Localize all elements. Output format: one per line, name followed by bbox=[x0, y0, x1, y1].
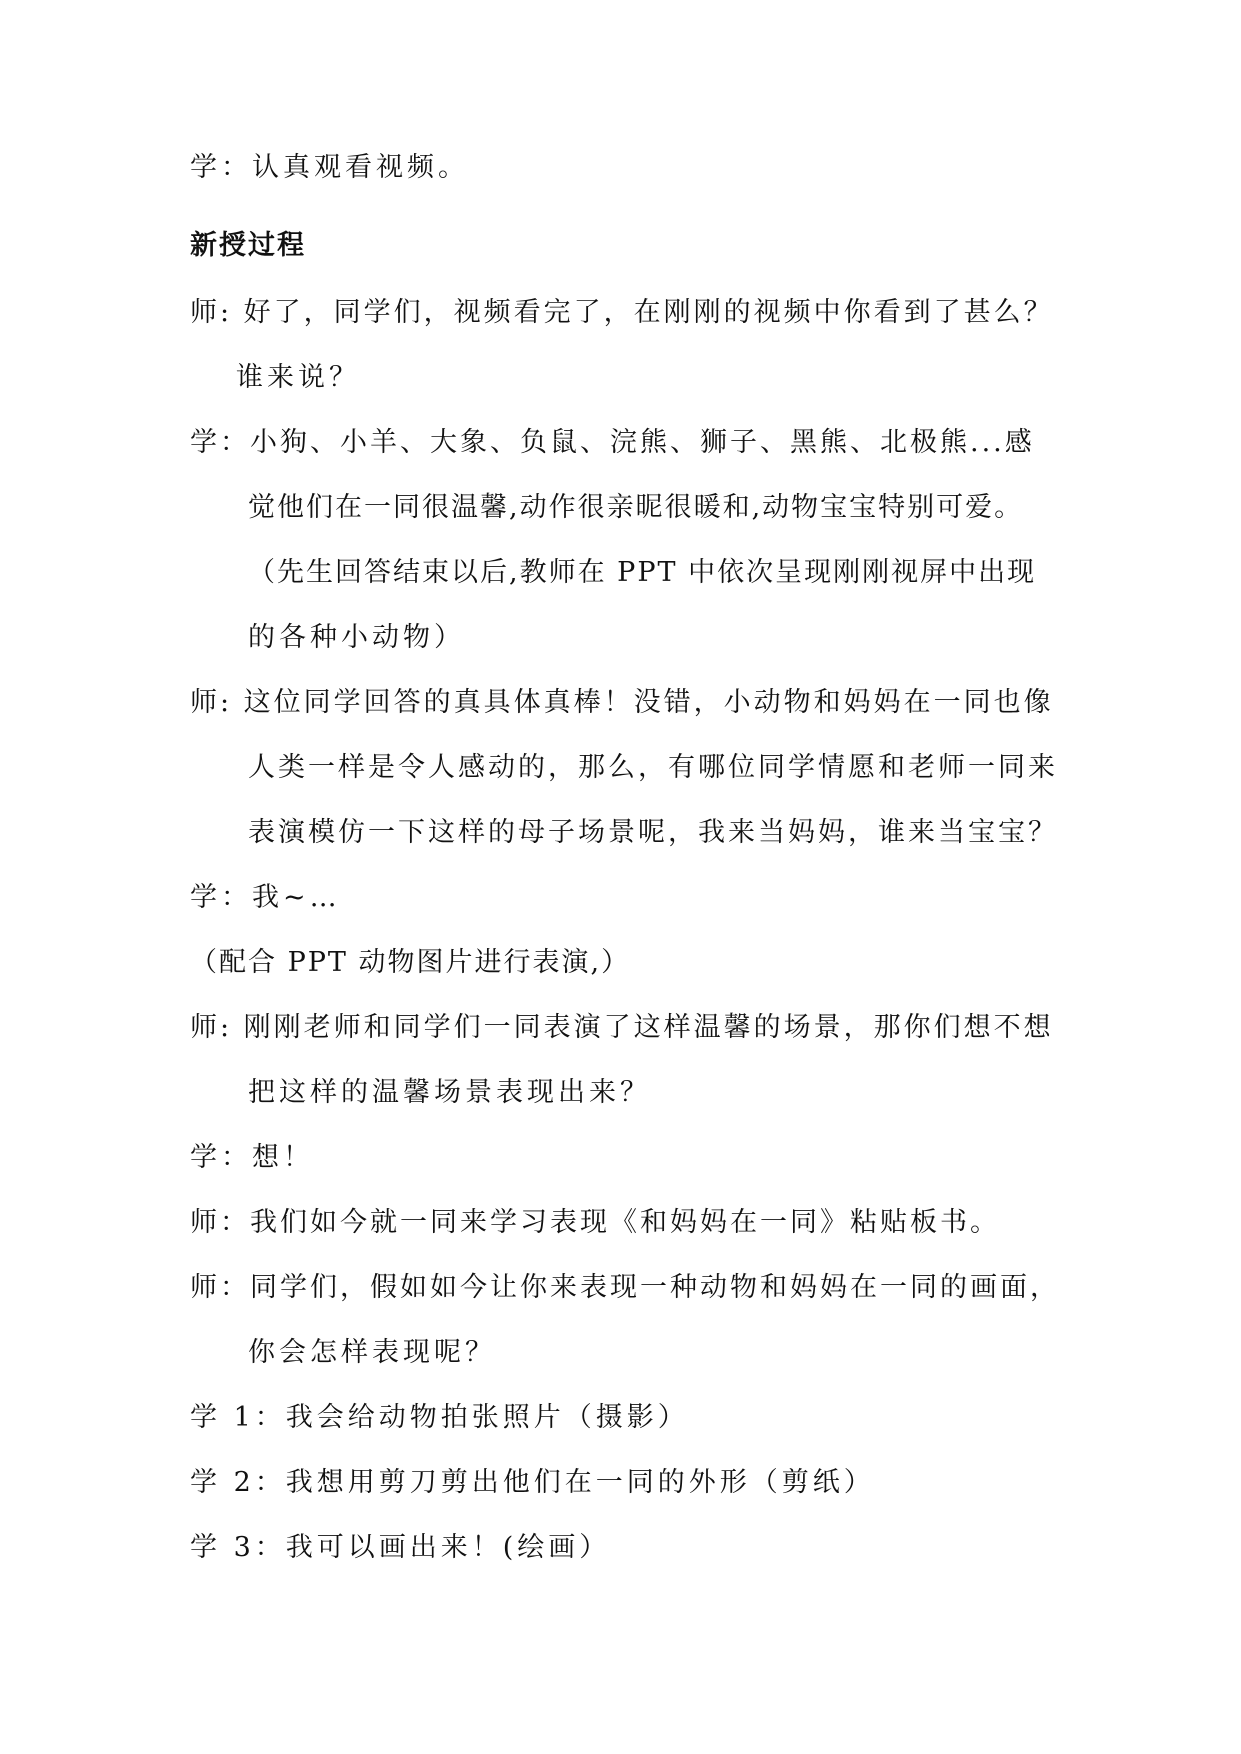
student-line-want: 学：想！ bbox=[190, 1142, 314, 1173]
stage-direction-perform: （配合 PPT 动物图片进行表演,） bbox=[190, 947, 631, 978]
teacher-line-1-cont: 谁来说？ bbox=[236, 362, 360, 393]
stage-direction-ppt: （先生回答结束以后,教师在 PPT 中依次呈现刚刚视屏中出现 bbox=[248, 557, 1037, 588]
teacher-line-2: 师: 这位同学回答的真具体真棒！没错，小动物和妈妈在一同也像 bbox=[190, 687, 1054, 718]
student-line-animals-cont: 觉他们在一同很温馨,动作很亲昵很暖和,动物宝宝特别可爱。 bbox=[248, 492, 1024, 523]
student-line-me: 学：我~… bbox=[190, 882, 341, 913]
student-watch-video: 学：认真观看视频。 bbox=[190, 152, 469, 183]
teacher-line-5-cont: 你会怎样表现呢？ bbox=[248, 1337, 496, 1368]
teacher-line-2-cont-2: 表演模仿一下这样的母子场景呢，我来当妈妈，谁来当宝宝？ bbox=[248, 817, 1058, 848]
student-3-answer: 学 3：我可以画出来！(绘画） bbox=[190, 1532, 611, 1563]
student-line-animals: 学：小狗、小羊、大象、负鼠、浣熊、狮子、黑熊、北极熊...感 bbox=[190, 427, 1035, 458]
teacher-line-2-cont-1: 人类一样是令人感动的，那么，有哪位同学情愿和老师一同来 bbox=[248, 752, 1058, 783]
teacher-line-3-cont: 把这样的温馨场景表现出来？ bbox=[248, 1077, 651, 1108]
student-1-answer: 学 1：我会给动物拍张照片（摄影） bbox=[190, 1402, 689, 1433]
stage-direction-ppt-cont: 的各种小动物） bbox=[248, 622, 465, 653]
teacher-line-4: 师：我们如今就一同来学习表现《和妈妈在一同》粘贴板书。 bbox=[190, 1207, 1000, 1238]
teacher-line-3: 师: 刚刚老师和同学们一同表演了这样温馨的场景，那你们想不想 bbox=[190, 1012, 1054, 1043]
teacher-line-1: 师: 好了，同学们，视频看完了，在刚刚的视频中你看到了甚么？ bbox=[190, 297, 1054, 328]
student-2-answer: 学 2：我想用剪刀剪出他们在一同的外形（剪纸） bbox=[190, 1467, 875, 1498]
section-heading-new-lesson: 新授过程 bbox=[190, 230, 306, 261]
teacher-line-5: 师：同学们，假如如今让你来表现一种动物和妈妈在一同的画面， bbox=[190, 1272, 1060, 1303]
